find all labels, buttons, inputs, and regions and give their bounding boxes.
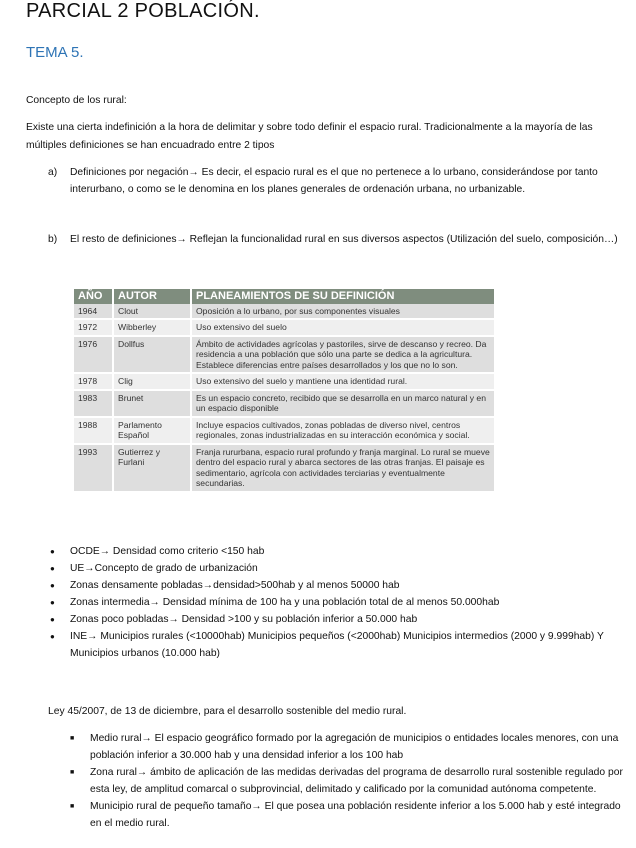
table-cell: 1993 [74, 444, 113, 492]
table-row [74, 390, 495, 417]
intro-paragraph: Existe una cierta indefinición a la hora de delimitar y sobre todo definir el espacio rural. Tradicionalmente a la mayoría de las múltiples definiciones se han encuadrado entre 2 tipos [26, 122, 593, 151]
definition-a [48, 164, 623, 198]
page-title: PARCIAL 2 POBLACIÓN. [26, 0, 260, 22]
concept-heading: Concepto de los rural: [26, 95, 127, 106]
table-cell: Uso extensivo del suelo y mantiene una identidad rural. [191, 373, 495, 390]
table-row [74, 444, 495, 492]
list-label: b) [48, 234, 58, 245]
table-row [74, 417, 495, 444]
list-text: El resto de definiciones→ Reflejan la funcionalidad rural en sus diversos aspectos (Utilización del suelo, composición…) [70, 234, 618, 245]
table-header: PLANEAMIENTOS DE SU DEFINICIÓN [191, 289, 495, 304]
table-cell: Es un espacio concreto, recibido que se desarrolla en un marco natural y en un espacio disponible [191, 390, 495, 417]
list-item: ● INE→ Municipios rurales (<10000hab) Municipios pequeños (<2000hab) Municipios intermedios (2000 y 9.999hab) Y Municipios urbanos (10.000 hab) [50, 628, 625, 662]
table-cell: Ámbito de actividades agrícolas y pastoriles, sirve de descanso y recreo. Da residencia a una población que sólo una parte se dedica a la agricultura. Establece diferencias entre países desarrollados y los que no lo son. [191, 336, 495, 374]
table-cell: Clout [113, 304, 191, 320]
section-heading: TEMA 5. [26, 44, 84, 61]
list-item: ● UE→Concepto de grado de urbanización [50, 560, 625, 577]
list-text: Definiciones por negación→ Es decir, el espacio rural es el que no pertenece a lo urbano, considerándose por tanto interurbano, o como se le denomina en los planes generales de ordenación urbana, no urbanizable. [70, 167, 598, 195]
table-cell: 1964 [74, 304, 113, 320]
list-item: ■ Medio rural→ El espacio geográfico formado por la agregación de municipios o entidades locales menores, con una población inferior a 30.000 hab y una densidad inferior a los 100 hab [68, 730, 634, 764]
table-cell: 1988 [74, 417, 113, 444]
table-cell: Incluye espacios cultivados, zonas pobladas de diverso nivel, centros regionales, zonas industrializadas en su interacción económica y social. [191, 417, 495, 444]
table-row [74, 304, 495, 320]
table-cell: Gutierrez y Furlani [113, 444, 191, 492]
table-header: AÑO [74, 289, 113, 304]
definition-b [48, 231, 623, 248]
table-row [74, 319, 495, 336]
table-cell: 1972 [74, 319, 113, 336]
table-cell: Clig [113, 373, 191, 390]
table-cell: Wibberley [113, 319, 191, 336]
table-cell: Dollfus [113, 336, 191, 374]
list-item: ● Zonas densamente pobladas→densidad>500hab y al menos 50000 hab [50, 577, 625, 594]
list-item: ● OCDE→ Densidad como criterio <150 hab [50, 543, 625, 560]
table-cell: 1983 [74, 390, 113, 417]
table-cell: Oposición a lo urbano, por sus componentes visuales [191, 304, 495, 320]
list-item: ■ Municipio rural de pequeño tamaño→ El que posea una población residente inferior a los 5.000 hab y esté integrado en el medio rural. [68, 798, 634, 832]
list-label: a) [48, 167, 58, 178]
list-item: ● Zonas poco pobladas→ Densidad >100 y su población inferior a 50.000 hab [50, 611, 625, 628]
criteria-list [50, 543, 625, 662]
table-cell: Uso extensivo del suelo [191, 319, 495, 336]
definitions-table [74, 289, 496, 493]
table-cell: 1976 [74, 336, 113, 374]
table-cell: 1978 [74, 373, 113, 390]
table-row [74, 373, 495, 390]
law-heading: Ley 45/2007, de 13 de diciembre, para el desarrollo sostenible del medio rural. [48, 706, 407, 717]
table-cell: Franja rururbana, espacio rural profundo y franja marginal. Lo rural se mueve dentro del espacio rural y abarca sectores de las otras franjas. El paisaje es sedimentario, agrícola con actividades terciarias y eventualmente secundarias. [191, 444, 495, 492]
table-row [74, 336, 495, 374]
table-cell: Brunet [113, 390, 191, 417]
table-cell: Parlamento Español [113, 417, 191, 444]
table-header: AUTOR [113, 289, 191, 304]
list-item: ■ Zona rural→ ámbito de aplicación de las medidas derivadas del programa de desarrollo rural sostenible regulado por esta ley, de amplitud comarcal o subprovincial, delimitado y calificado por la comunidad autónoma competente. [68, 764, 634, 798]
list-item: ● Zonas intermedia→ Densidad mínima de 100 ha y una población total de al menos 50.000hab [50, 594, 625, 611]
law-list [68, 730, 634, 832]
